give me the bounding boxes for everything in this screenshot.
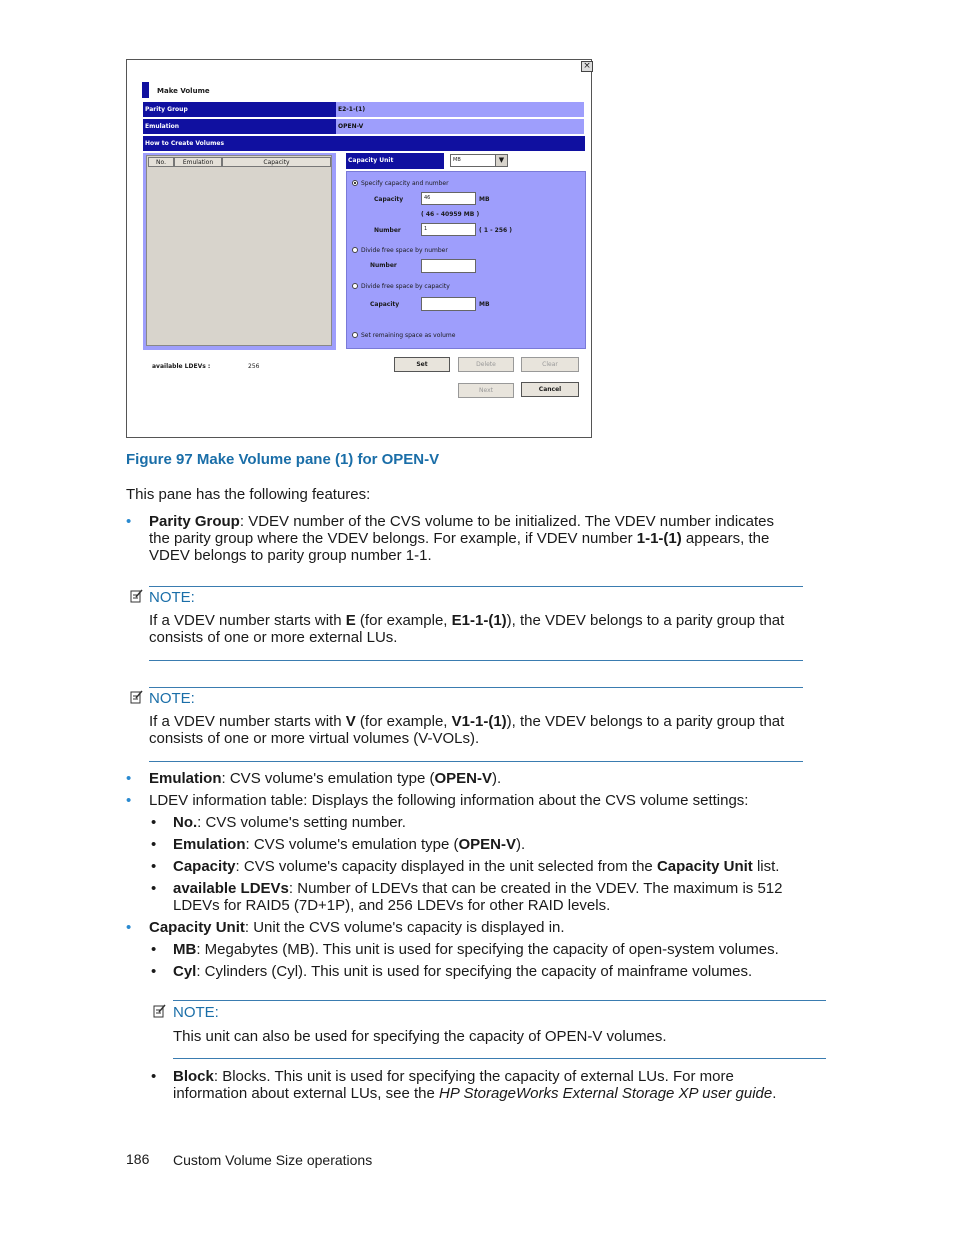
- parity-group-item: [149, 513, 809, 564]
- note2-b: V: [345, 713, 356, 730]
- radio-divide-capacity[interactable]: [352, 283, 358, 289]
- capacity-unit-value: MB: [453, 157, 461, 163]
- available-ldevs-value: 256: [248, 363, 260, 370]
- chevron-down-icon[interactable]: ▼: [495, 155, 507, 166]
- sub-avail-term: available LDEVs: [173, 880, 289, 897]
- sub-avail-line2: LDEVs for RAID5 (7D+1P), and 256 LDEVs for other RAID levels.: [173, 897, 611, 914]
- ldev-intro: LDEV information table: Displays the following information about the CVS volume settings:: [149, 792, 749, 809]
- bullet: •: [126, 770, 132, 787]
- note2-top-rule: [149, 687, 803, 688]
- sub-avail-line1: [173, 880, 813, 897]
- sub-block-term: Block: [173, 1068, 214, 1085]
- window-body: [128, 72, 590, 436]
- options-panel: [346, 171, 586, 349]
- note-icon: [130, 690, 144, 704]
- capacity-unit-label: Capacity Unit: [346, 153, 444, 169]
- sub-cap-a: : CVS volume's capacity displayed in the unit selected from the: [235, 858, 657, 875]
- note1-body: [149, 612, 809, 646]
- bullet: •: [151, 858, 157, 875]
- note2-d: V1-1-(1): [451, 713, 507, 730]
- parity-term: Parity Group: [149, 513, 240, 530]
- delete-button[interactable]: Delete: [458, 357, 514, 372]
- note1-title: NOTE:: [149, 589, 195, 606]
- sub-block-a: : Blocks. This unit is used for specifying the capacity of external LUs. For more: [213, 1068, 734, 1085]
- opt1-number-label: Number: [374, 227, 401, 234]
- emulation-term: Emulation: [149, 770, 222, 787]
- radio-divide-number-label: Divide free space by number: [361, 247, 448, 254]
- parity-group-value: E2-1-(1): [336, 102, 584, 117]
- note2-bottom-rule: [149, 761, 803, 762]
- col-no[interactable]: No.: [148, 157, 174, 167]
- next-button[interactable]: Next: [458, 383, 514, 398]
- parity-line1: [149, 513, 809, 530]
- parity-group-label: Parity Group: [143, 102, 336, 117]
- emulation-a: : CVS volume's emulation type (: [221, 770, 435, 787]
- sub-mb-item: [173, 941, 779, 958]
- footer-title: Custom Volume Size operations: [173, 1152, 373, 1168]
- note1-bottom-rule: [149, 660, 803, 661]
- opt2-number-input[interactable]: [421, 259, 476, 273]
- sub-cap-c: list.: [752, 858, 780, 875]
- sub-block-item: [173, 1068, 813, 1102]
- sub-cyl-term: Cyl: [173, 963, 197, 980]
- note1-a: If a VDEV number starts with: [149, 612, 346, 629]
- note3-title: NOTE:: [173, 1004, 219, 1021]
- parity-text2a: the parity group where the VDEV belongs. For example, if VDEV number: [149, 530, 637, 547]
- sub-no-text: : CVS volume's setting number.: [197, 814, 406, 831]
- note1-b: E: [345, 612, 356, 629]
- note3-bottom-rule: [173, 1058, 826, 1059]
- parity-text2b: appears, the: [681, 530, 770, 547]
- sub-block-line2: [173, 1085, 813, 1102]
- radio-remaining-label: Set remaining space as volume: [361, 332, 456, 339]
- sub-block-guide-title: HP StorageWorks External Storage XP user guide: [439, 1085, 773, 1102]
- opt2-number-label: Number: [370, 262, 397, 269]
- note-icon: [153, 1004, 167, 1018]
- parity-line2: [149, 530, 809, 547]
- sub-cap-term: Capacity: [173, 858, 236, 875]
- cap-unit-text: : Unit the CVS volume's capacity is displayed in.: [244, 919, 565, 936]
- radio-remaining[interactable]: [352, 332, 358, 338]
- sub-emul-item: [173, 836, 525, 853]
- parity-example: 1-1-(1): [636, 530, 682, 547]
- figure-caption: Figure 97 Make Volume pane (1) for OPEN-V: [126, 451, 440, 468]
- note1-d: E1-1-(1): [451, 612, 507, 629]
- bullet: •: [126, 792, 132, 809]
- opt3-capacity-input[interactable]: [421, 297, 476, 311]
- note-icon: [130, 589, 144, 603]
- col-capacity[interactable]: Capacity: [222, 157, 331, 167]
- opt1-capacity-range: ( 46 - 40959 MB ): [421, 211, 480, 218]
- cap-unit-term: Capacity Unit: [149, 919, 245, 936]
- sub-block-line1: [173, 1068, 813, 1085]
- sub-avail-item: [173, 880, 813, 914]
- bullet: •: [151, 814, 157, 831]
- bullet: •: [126, 513, 132, 530]
- make-volume-window: [126, 59, 592, 438]
- ldev-table: [146, 155, 332, 346]
- emulation-label: Emulation: [143, 119, 336, 134]
- cancel-button[interactable]: Cancel: [521, 382, 579, 397]
- page-number: 186: [126, 1151, 150, 1167]
- radio-divide-capacity-label: Divide free space by capacity: [361, 283, 450, 290]
- emulation-b: OPEN-V: [434, 770, 492, 787]
- radio-specify[interactable]: [352, 180, 358, 186]
- bullet: •: [151, 963, 157, 980]
- col-emulation[interactable]: Emulation: [174, 157, 222, 167]
- note2-e: ), the VDEV belongs to a parity group that: [506, 713, 785, 730]
- opt1-capacity-input[interactable]: 46: [421, 192, 476, 205]
- bullet: •: [126, 919, 132, 936]
- set-button[interactable]: Set: [394, 357, 450, 372]
- opt1-capacity-label: Capacity: [374, 196, 404, 203]
- sub-emul-a: : CVS volume's emulation type (: [245, 836, 459, 853]
- capacity-unit-select[interactable]: [450, 154, 508, 167]
- ldev-table-frame: [143, 153, 336, 350]
- sub-cap-item: [173, 858, 779, 875]
- note2-line1: [149, 713, 809, 730]
- cap-unit-item: [149, 919, 565, 936]
- how-to-create-header: How to Create Volumes: [143, 136, 585, 151]
- opt3-capacity-label: Capacity: [370, 301, 400, 308]
- parity-line3: VDEV belongs to parity group number 1-1.: [149, 547, 432, 564]
- parity-text1: : VDEV number of the CVS volume to be initialized. The VDEV number indicates: [239, 513, 775, 530]
- emulation-c: ).: [491, 770, 502, 787]
- emulation-item: [149, 770, 501, 787]
- note2-body: [149, 713, 809, 747]
- opt1-capacity-unit: MB: [479, 196, 490, 203]
- note3-body: This unit can also be used for specifying the capacity of OPEN-V volumes.: [173, 1028, 667, 1045]
- window-title: Make Volume: [157, 87, 210, 95]
- note2-c: (for example,: [355, 713, 452, 730]
- sub-no-item: [173, 814, 406, 831]
- bullet: •: [151, 941, 157, 958]
- opt1-number-input[interactable]: 1: [421, 223, 476, 236]
- clear-button[interactable]: Clear: [521, 357, 579, 372]
- sub-mb-term: MB: [173, 941, 197, 958]
- bullet: •: [151, 836, 157, 853]
- sub-block-d: .: [772, 1085, 777, 1102]
- note2-line2: consists of one or more virtual volumes (V-VOLs).: [149, 730, 480, 747]
- note1-line1: [149, 612, 809, 629]
- available-ldevs-label: available LDEVs :: [152, 363, 211, 370]
- sub-emul-term: Emulation: [173, 836, 246, 853]
- opt3-capacity-unit: MB: [479, 301, 490, 308]
- sub-no-term: No.: [173, 814, 198, 831]
- bullet: •: [151, 880, 157, 897]
- sub-emul-b: OPEN-V: [458, 836, 516, 853]
- opt1-number-range: ( 1 - 256 ): [479, 227, 513, 234]
- sub-mb-text: : Megabytes (MB). This unit is used for specifying the capacity of open-system volumes.: [196, 941, 779, 958]
- sub-avail-a: : Number of LDEVs that can be created in the VDEV. The maximum is 512: [288, 880, 783, 897]
- sub-emul-c: ).: [515, 836, 526, 853]
- emulation-value: OPEN-V: [336, 119, 584, 134]
- close-icon[interactable]: ×: [581, 61, 593, 72]
- sub-cyl-text: : Cylinders (Cyl). This unit is used for specifying the capacity of mainframe volumes.: [196, 963, 753, 980]
- note1-top-rule: [149, 586, 803, 587]
- note3-top-rule: [173, 1000, 826, 1001]
- note2-a: If a VDEV number starts with: [149, 713, 346, 730]
- title-marker: [142, 82, 149, 98]
- radio-divide-number[interactable]: [352, 247, 358, 253]
- note1-e: ), the VDEV belongs to a parity group that: [506, 612, 785, 629]
- radio-specify-label: Specify capacity and number: [361, 180, 449, 187]
- sub-cap-b: Capacity Unit: [656, 858, 753, 875]
- bullet: •: [151, 1068, 157, 1085]
- note1-line2: consists of one or more external LUs.: [149, 629, 398, 646]
- note2-title: NOTE:: [149, 690, 195, 707]
- intro-text: This pane has the following features:: [126, 486, 371, 503]
- sub-block-b: information about external LUs, see the: [173, 1085, 439, 1102]
- sub-cyl-item: [173, 963, 752, 980]
- note1-c: (for example,: [355, 612, 452, 629]
